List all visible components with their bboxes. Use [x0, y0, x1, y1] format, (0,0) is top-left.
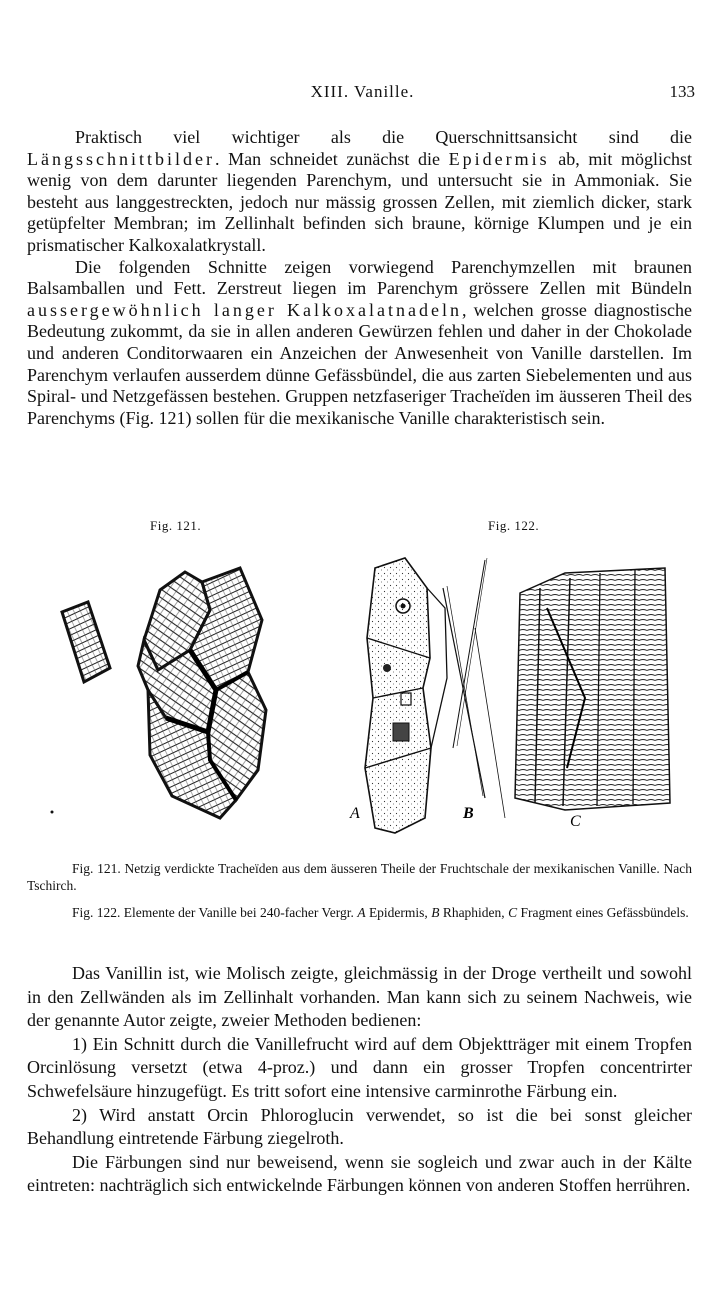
paragraph-longitudinal-sections	[27, 127, 692, 257]
tracheid-group	[138, 568, 266, 818]
text-run: Praktisch viel wichtiger als die Querschnittsansicht sind die	[75, 127, 692, 147]
spaced-term: Epidermis	[448, 148, 550, 169]
paragraph-vanillin: Das Vanillin ist, wie Molisch zeigte, gleichmässig in der Droge vertheilt und sowohl in den Zellwänden als im Zellinhalt vorhanden. Man kann sich zu seinem Nachweis, wie der genannte Autor zeigte, zweier Methoden bedienen:	[27, 963, 692, 1031]
text-run: Fragment eines Gefässbündels.	[517, 905, 689, 920]
detached-tracheid	[62, 602, 110, 682]
raphides-needles-B	[443, 558, 505, 818]
caption-letter: A	[357, 905, 366, 920]
main-text-top	[27, 127, 692, 429]
vessel-fragment-C	[515, 568, 670, 810]
text-run: Epidermis,	[365, 905, 432, 920]
epidermis-cells-A	[365, 558, 447, 833]
fig122-part-a-label: A	[350, 805, 360, 822]
caption-letter: B	[431, 905, 440, 920]
caption-fig121	[27, 860, 692, 894]
spaced-term: Längsschnittbilder	[27, 148, 215, 169]
page-number: 133	[669, 82, 695, 101]
text-run: Die folgenden Schnitte zeigen vorwiegend Parenchymzellen mit braunen Balsamballen und Fett. Zerstreut liegen im Parenchym grössere Zellen mit Bündeln	[27, 256, 692, 299]
running-header	[30, 82, 695, 112]
caption-letter: C	[508, 905, 518, 920]
text-run: Fig. 122. Elemente der Vanille bei 240-facher Vergr.	[72, 905, 358, 920]
fig122-label: Fig. 122.	[488, 518, 540, 533]
spaced-term: aussergewöhnlich langer Kalkoxalatnadeln	[27, 299, 462, 320]
fig122-part-c-label: C	[570, 813, 581, 830]
fig121-tracheid-illustration	[40, 560, 285, 825]
caption-fig122	[27, 904, 692, 921]
chapter-title: XIII. Vanille.	[310, 82, 415, 101]
paragraph-staining-note: Die Färbungen sind nur beweisend, wenn sie sogleich und zwar auch in der Kälte eintreten: nachträglich sich entwickelnde Färbungen können von anderen Stoffen herrühren.	[27, 1151, 692, 1196]
text-run: , welchen grosse diagnostische Bedeutung zukommt, da sie in allen anderen Gewürzen fehlen und daher in der Chokolade und anderen Conditorwaaren ein Anzeichen der Anwesenheit von Vanille darstellen. Im Parenchym verlaufen ausserdem dünne Gefässbündel, die aus zarten Siebelementen und aus Spiral- und Netzgefässen bestehen. Gruppen netzfaseriger Tracheïden im äusseren Theil des Parenchyms (Fig. 121) sollen für die mexikanische Vanille charakteristisch sein.	[27, 299, 693, 428]
text-run: Rhaphiden,	[439, 905, 509, 920]
paragraph-method-phloroglucin: 2) Wird anstatt Orcin Phloroglucin verwendet, so ist die bei sonst gleicher Behandlung eintretende Färbung ziegelroth.	[27, 1104, 692, 1149]
main-text-bottom	[27, 962, 692, 1198]
fig122-vanilla-elements-illustration	[335, 548, 680, 843]
caption-fig121-text: Fig. 121. Netzig verdickte Tracheïden aus dem äusseren Theile der Fruchtschale der mexikanischen Vanille. Nach Tschirch.	[27, 861, 692, 893]
text-run: . Man schneidet zunächst die	[214, 148, 449, 169]
fig121-label: Fig. 121.	[150, 518, 202, 533]
paragraph-parenchyma	[27, 257, 692, 430]
fig122-part-b-label: B	[463, 805, 474, 822]
text-run: ab, mit möglichst wenig von dem darunter liegenden Parenchym, und untersucht sie in Ammoniak. Sie besteht aus langgestreckten, jedoch nur mässig grossen Zellen, mit ziemlich dicker, stark getüpfelter Membran; im Zellinhalt befinden sich braune, körnige Klumpen und je ein prismatischer Kalkoxalatkrystall.	[27, 148, 692, 255]
paragraph-method-orcin: 1) Ein Schnitt durch die Vanillefrucht wird auf dem Objektträger mit einem Tropfen Orcinlösung versetzt (etwa 4-proz.) und dann ein grosser Tropfen concentrirter Schwefelsäure hinzugefügt. Es tritt sofort eine intensive carminrothe Färbung ein.	[27, 1033, 692, 1101]
caption-fig122-text	[27, 904, 692, 921]
